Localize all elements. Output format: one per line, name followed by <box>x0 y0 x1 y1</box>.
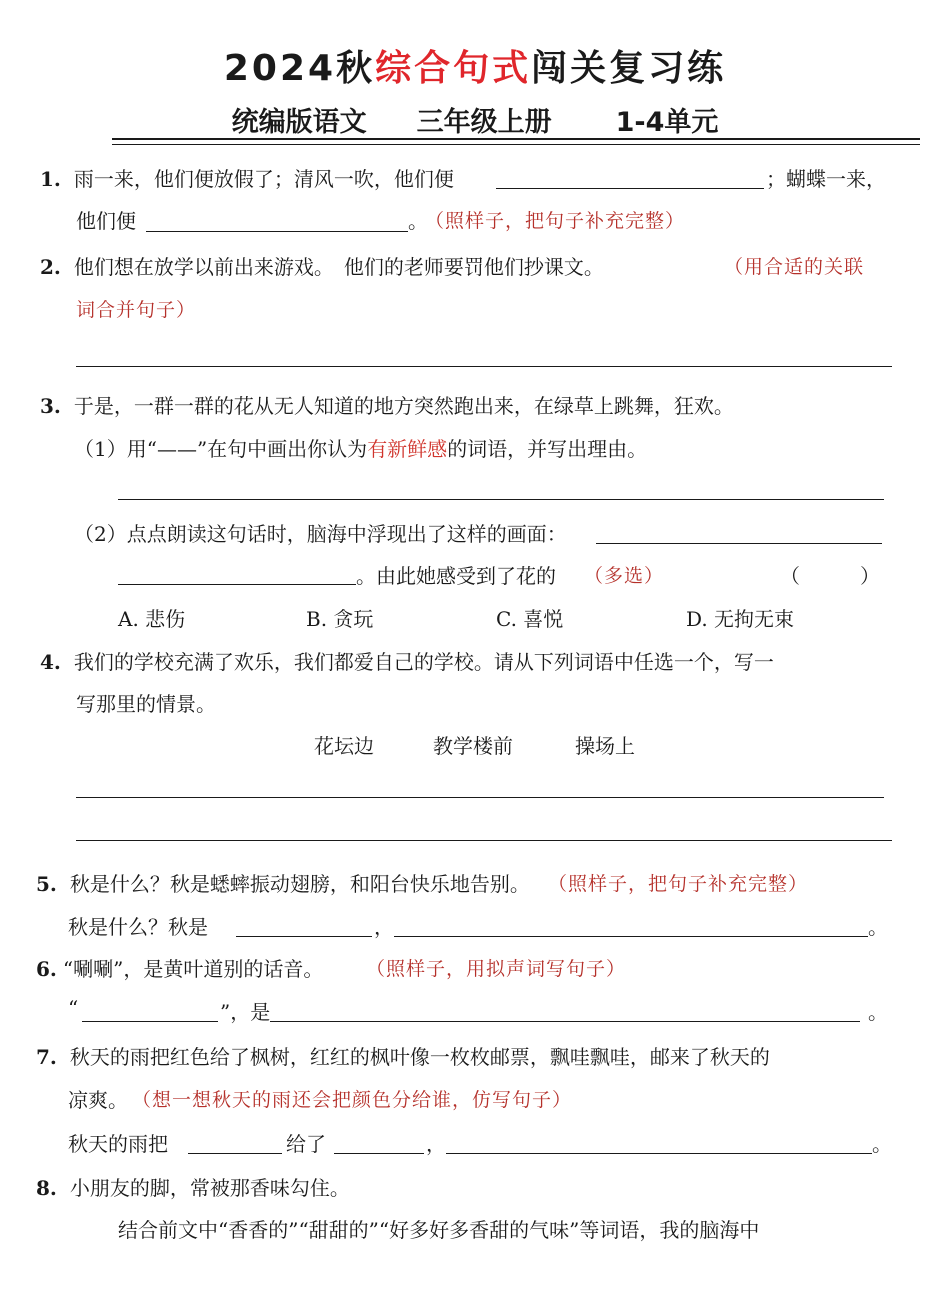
q5-blank-1[interactable] <box>236 936 372 937</box>
q3-part2-hint: （多选） <box>584 565 665 587</box>
q6-blank-2[interactable] <box>270 1021 860 1022</box>
q3-option-d: D. 无拘无束 <box>686 607 795 631</box>
q4-line-a: 4. 我们的学校充满了欢乐，我们都爱自己的学校。请从下列词语中任选一个，写一 <box>40 650 774 674</box>
subtitle-subject: 统编版语文 <box>231 107 367 138</box>
q7-blank-2[interactable] <box>334 1153 424 1154</box>
q3-part2-blank-1[interactable] <box>596 543 882 544</box>
q3-highlight: 有新鲜感 <box>367 437 448 461</box>
q6-hint: （照样子，用拟声词写句子） <box>366 958 627 980</box>
q3-part1-answer[interactable] <box>118 499 884 500</box>
q5-comma: ， <box>374 915 394 939</box>
q2-hint-b: 词合并句子） <box>76 299 197 321</box>
q7-end: 。 <box>872 1132 892 1156</box>
q6-line: 6. “唰唰”，是黄叶道别的话音。 <box>36 957 324 981</box>
subtitle-grade: 三年级上册 <box>416 107 552 138</box>
page-subtitle <box>0 100 950 139</box>
q7-line-a: 7. 秋天的雨把红色给了枫树，红红的枫叶像一枚枚邮票，飘哇飘哇，邮来了秋天的 <box>36 1045 770 1069</box>
q7-fill-b: 给了 <box>286 1132 326 1156</box>
q5-fill-pre: 秋是什么？秋是 <box>68 915 208 939</box>
q8-line: 8. 小朋友的脚，常被那香味勾住。 <box>36 1176 350 1200</box>
header-rule-thick <box>112 138 920 140</box>
q3-line: 3. 于是，一群一群的花从无人知道的地方突然跑出来，在绿草上跳舞，狂欢。 <box>40 394 734 418</box>
q3-option-c: C. 喜悦 <box>496 607 564 631</box>
q4-answer-line-2[interactable] <box>76 840 892 841</box>
q2-answer-line[interactable] <box>76 366 892 367</box>
q4-word-2: 教学楼前 <box>433 734 513 758</box>
q1-blank-2[interactable] <box>146 231 408 232</box>
q2-line: 2. 他们想在放学以前出来游戏。 他们的老师要罚他们抄课文。 <box>40 255 604 279</box>
q8-line-b: 结合前文中“香香的”“甜甜的”“好多好多香甜的气味”等词语，我的脑海中 <box>118 1218 760 1242</box>
q3-answer-paren[interactable]: （ ） <box>780 564 880 588</box>
q6-mid: ”，是 <box>220 1000 271 1024</box>
q7-hint: （想一想秋天的雨还会把颜色分给谁，仿写句子） <box>132 1089 573 1111</box>
q7-comma: ， <box>426 1132 446 1156</box>
q3-part2-blank-2[interactable] <box>118 584 356 585</box>
q3-option-a: A. 悲伤 <box>118 607 186 631</box>
q3-part1: （1）用“——”在句中画出你认为有新鲜感的词语，并写出理由。 <box>74 437 648 461</box>
q5-end: 。 <box>868 915 888 939</box>
q2-hint-a: （用合适的关联 <box>724 256 865 278</box>
q1-hint: （照样子，把句子补充完整） <box>425 210 686 232</box>
q5-hint: （照样子，把句子补充完整） <box>548 873 809 895</box>
q6-open-quote: “ <box>68 996 79 1020</box>
q4-line-b: 写那里的情景。 <box>76 692 216 716</box>
q1-line-a-end: ；蝴蝶一来， <box>766 167 886 191</box>
q5-line: 5. 秋是什么？秋是蟋蟀振动翅膀，和阳台快乐地告别。 <box>36 872 530 896</box>
q7-line-b: 凉爽。 <box>68 1088 128 1112</box>
q3-part2-cont: 。由此她感受到了花的 <box>356 564 556 588</box>
q4-answer-line-1[interactable] <box>76 797 884 798</box>
q6-blank-1[interactable] <box>82 1021 218 1022</box>
q3-part2: （2）点点朗读这句话时，脑海中浮现出了这样的画面： <box>74 522 567 546</box>
q1-end: 。 <box>408 209 428 233</box>
q4-word-1: 花坛边 <box>314 734 374 758</box>
q1-line-b: 他们便 <box>76 209 136 233</box>
subtitle-units: 1-4单元 <box>615 107 719 138</box>
header-rule-thin <box>112 144 920 145</box>
q7-fill-a: 秋天的雨把 <box>68 1132 168 1156</box>
q1-line-a: 1. 雨一来，他们便放假了；清风一吹，他们便 <box>40 167 454 191</box>
q4-word-3: 操场上 <box>575 734 635 758</box>
title-highlight: 综合句式 <box>375 48 532 89</box>
q5-blank-2[interactable] <box>394 936 868 937</box>
q7-blank-3[interactable] <box>446 1153 872 1154</box>
q6-end: 。 <box>868 1000 888 1024</box>
page-title: 2024秋综合句式闯关复习练 <box>223 48 727 89</box>
q7-blank-1[interactable] <box>188 1153 282 1154</box>
q3-option-b: B. 贪玩 <box>306 607 374 631</box>
q1-blank-1[interactable] <box>496 188 764 189</box>
